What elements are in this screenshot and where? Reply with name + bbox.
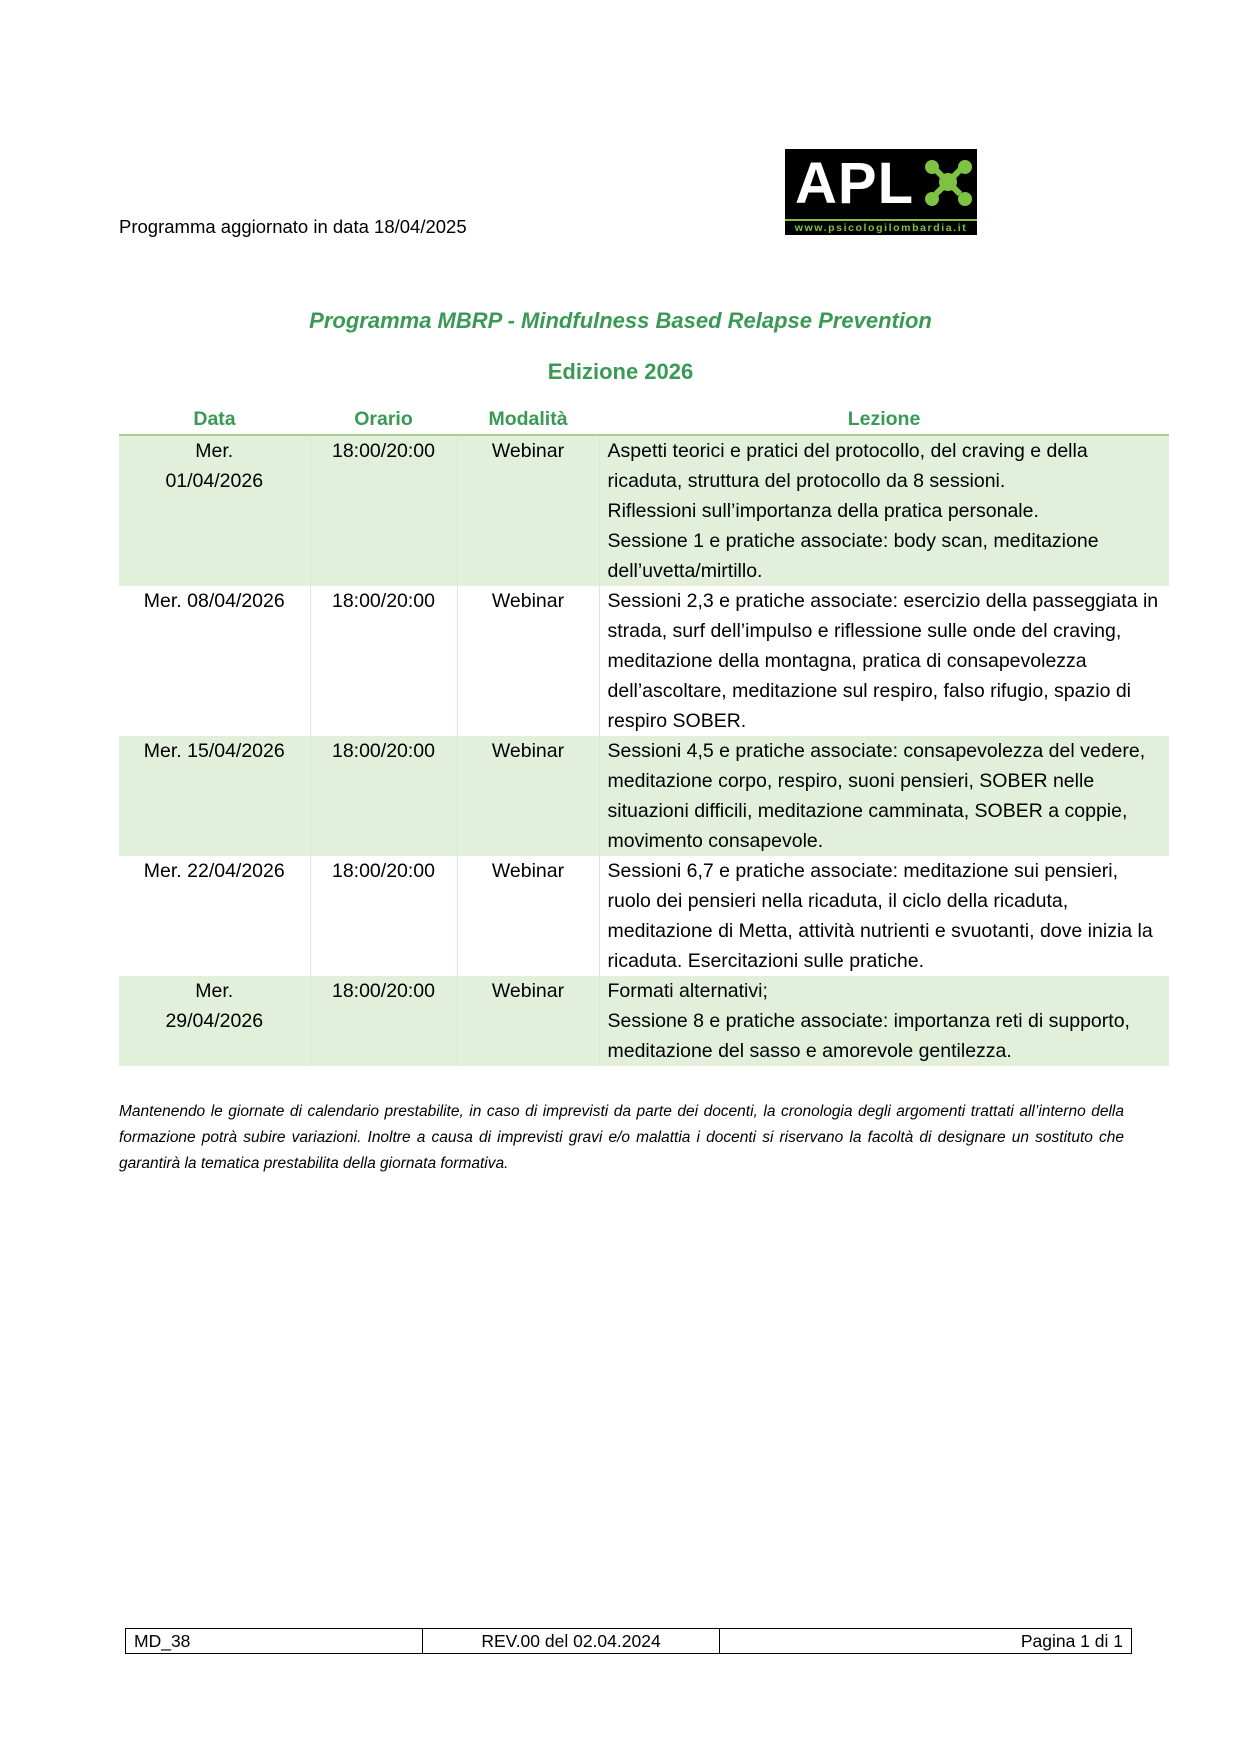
- document-footer: [125, 1628, 1132, 1654]
- program-table-body: [119, 435, 1169, 1066]
- footer-code: MD_38: [126, 1629, 423, 1654]
- logo-molecule-icon: [785, 149, 977, 219]
- header-modalita: Modalità: [457, 404, 599, 435]
- program-table: [119, 404, 1169, 1066]
- table-row: [119, 976, 1169, 1066]
- page-title: Programma MBRP - Mindfulness Based Relapse Prevention: [309, 308, 932, 333]
- row-time: 18:00/20:00: [310, 976, 457, 1066]
- row-lesson: Sessioni 6,7 e pratiche associate: meditazione sui pensieri, ruolo dei pensieri nella ricaduta, il ciclo della ricaduta, meditazione di Metta, attività nutrienti e svuotanti, dove inizia la ricaduta. Esercitazioni sulle pratiche.: [599, 856, 1169, 976]
- header-lezione: Lezione: [599, 404, 1169, 435]
- apl-logo: [785, 149, 977, 235]
- row-time: 18:00/20:00: [310, 435, 457, 586]
- row-time: 18:00/20:00: [310, 736, 457, 856]
- row-mode: Webinar: [457, 976, 599, 1066]
- row-date: Mer. 22/04/2026: [143, 860, 285, 882]
- logo-url: www.psicologilombardia.it: [785, 219, 977, 235]
- row-mode: Webinar: [457, 856, 599, 976]
- disclaimer-note: Mantenendo le giornate di calendario prestabilite, in caso di imprevisti da parte dei docenti, la cronologia degli argomenti trattati all’interno della formazione potrà subire variazioni. Inoltre a causa di imprevisti gravi e/o malattia i docenti si riservano la facoltà di designare un sostituto che garantirà la tematica prestabilita della giornata formativa.: [119, 1103, 1124, 1172]
- row-mode: Webinar: [457, 736, 599, 856]
- table-header-row: [119, 404, 1169, 435]
- row-mode: Webinar: [457, 435, 599, 586]
- row-lesson: Formati alternativi; Sessione 8 e pratiche associate: importanza reti di supporto, meditazione del sasso e amorevole gentilezza.: [599, 976, 1169, 1066]
- table-row: [119, 435, 1169, 586]
- table-row: [119, 856, 1169, 976]
- row-lesson: Sessioni 4,5 e pratiche associate: consapevolezza del vedere, meditazione corpo, respiro, suoni pensieri, SOBER nelle situazioni difficili, meditazione camminata, SOBER a coppie, movimento consapevole.: [599, 736, 1169, 856]
- row-time: 18:00/20:00: [310, 856, 457, 976]
- row-lesson: Aspetti teorici e pratici del protocollo, del craving e della ricaduta, struttura del protocollo da 8 sessioni. Riflessioni sull’importanza della pratica personale. Sessione 1 e pratiche associate: body scan, meditazione dell’uvetta/mirtillo.: [599, 435, 1169, 586]
- table-row: [119, 736, 1169, 856]
- footer-page: Pagina 1 di 1: [720, 1629, 1132, 1654]
- row-time: 18:00/20:00: [310, 586, 457, 736]
- row-date: Mer. 29/04/2026: [119, 976, 310, 1066]
- row-date: Mer. 15/04/2026: [119, 736, 310, 856]
- header-data: Data: [119, 404, 310, 435]
- row-date: Mer. 01/04/2026: [119, 435, 310, 586]
- header-orario: Orario: [310, 404, 457, 435]
- edition-subtitle: Edizione 2026: [547, 359, 694, 384]
- row-lesson: Sessioni 2,3 e pratiche associate: esercizio della passeggiata in strada, surf dell’impulso e riflessione sulle onde del craving, meditazione della montagna, pratica di consapevolezza dell’ascoltare, meditazione sul respiro, falso rifugio, spazio di respiro SOBER.: [599, 586, 1169, 736]
- footer-revision: REV.00 del 02.04.2024: [423, 1629, 720, 1654]
- logo-text: APL: [795, 151, 914, 216]
- row-date: Mer. 08/04/2026: [143, 590, 285, 612]
- update-date-text: Programma aggiornato in data 18/04/2025: [119, 216, 467, 237]
- table-row: [119, 586, 1169, 736]
- row-mode: Webinar: [457, 586, 599, 736]
